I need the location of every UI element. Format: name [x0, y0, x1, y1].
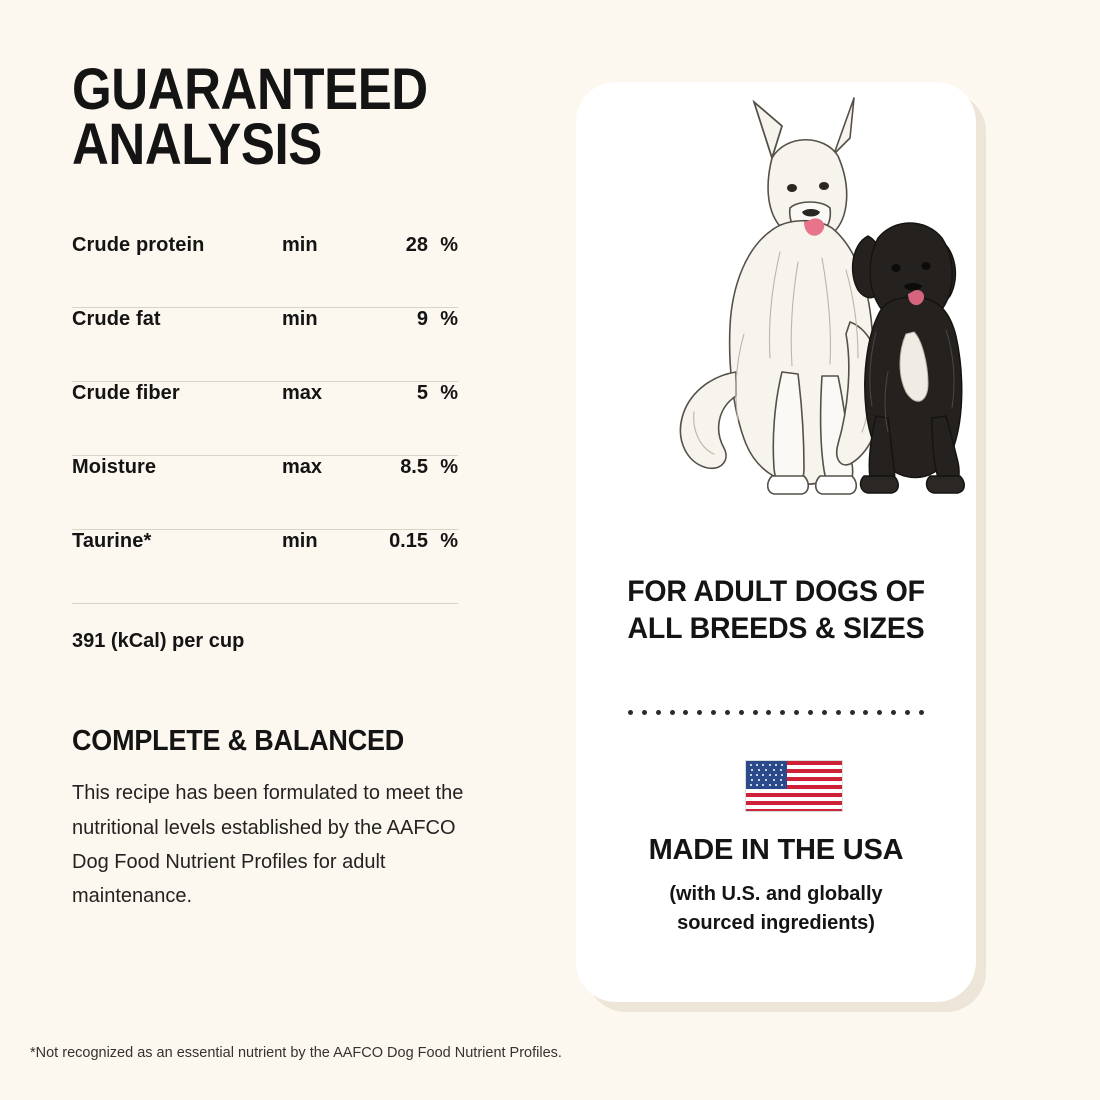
made-in-usa-subtext-line-2: sourced ingredients): [677, 912, 875, 934]
nutrient-name: Crude fiber: [72, 382, 180, 405]
nutrient-value: 5: [416, 382, 428, 405]
two-dogs-illustration: [576, 72, 976, 552]
guaranteed-analysis-table: [72, 234, 458, 653]
nutrient-name: Crude protein: [72, 234, 205, 257]
page-title-line-1: GUARANTEED: [72, 57, 428, 122]
table-row: [72, 308, 458, 382]
complete-balanced-body: This recipe has been formulated to meet the nutritional levels established by the AAFCO Dog Food Nutrient Profiles for adult maintenance.: [72, 782, 464, 908]
feature-card: [576, 82, 976, 1002]
usa-flag-icon: [745, 760, 843, 812]
dotted-divider: [628, 710, 924, 716]
card-heading: [576, 574, 976, 647]
page-title-line-2: ANALYSIS: [72, 112, 322, 178]
calorie-content: 391 (kCal) per cup: [72, 630, 245, 653]
nutrient-qualifier: max: [282, 456, 323, 479]
card-heading-line-1: FOR ADULT DOGS OF: [627, 575, 925, 608]
nutrient-unit: %: [440, 234, 458, 257]
complete-balanced-heading: COMPLETE & BALANCED: [72, 725, 405, 758]
nutrient-qualifier: min: [282, 234, 318, 257]
nutrient-qualifier: min: [282, 308, 318, 331]
nutrient-qualifier: max: [282, 382, 323, 405]
nutrient-unit: %: [440, 382, 458, 405]
nutrient-name: Crude fat: [72, 308, 161, 331]
nutrient-value: 0.15: [389, 530, 428, 553]
nutrient-value: 8.5: [400, 456, 428, 479]
footnote: *Not recognized as an essential nutrient by the AAFCO Dog Food Nutrient Profiles.: [30, 1045, 562, 1061]
nutrient-qualifier: min: [282, 530, 318, 553]
nutrient-value: 9: [416, 308, 428, 331]
nutrient-unit: %: [440, 456, 458, 479]
left-column: [72, 57, 492, 914]
nutrient-name: Moisture: [72, 456, 157, 479]
made-in-usa-subtext: [576, 880, 976, 938]
nutrient-value: 28: [405, 234, 428, 257]
table-row: [72, 456, 458, 530]
table-row: [72, 382, 458, 456]
page-title: [72, 57, 442, 178]
nutrient-unit: %: [440, 308, 458, 331]
made-in-usa-subtext-line-1: (with U.S. and globally: [669, 883, 883, 905]
nutrient-name: Taurine*: [72, 530, 152, 553]
nutrient-unit: %: [440, 530, 458, 553]
card-heading-line-2: ALL BREEDS & SIZES: [627, 611, 925, 645]
table-row: [72, 530, 458, 604]
made-in-usa-label: MADE IN THE USA: [648, 834, 904, 866]
table-row: [72, 234, 458, 308]
